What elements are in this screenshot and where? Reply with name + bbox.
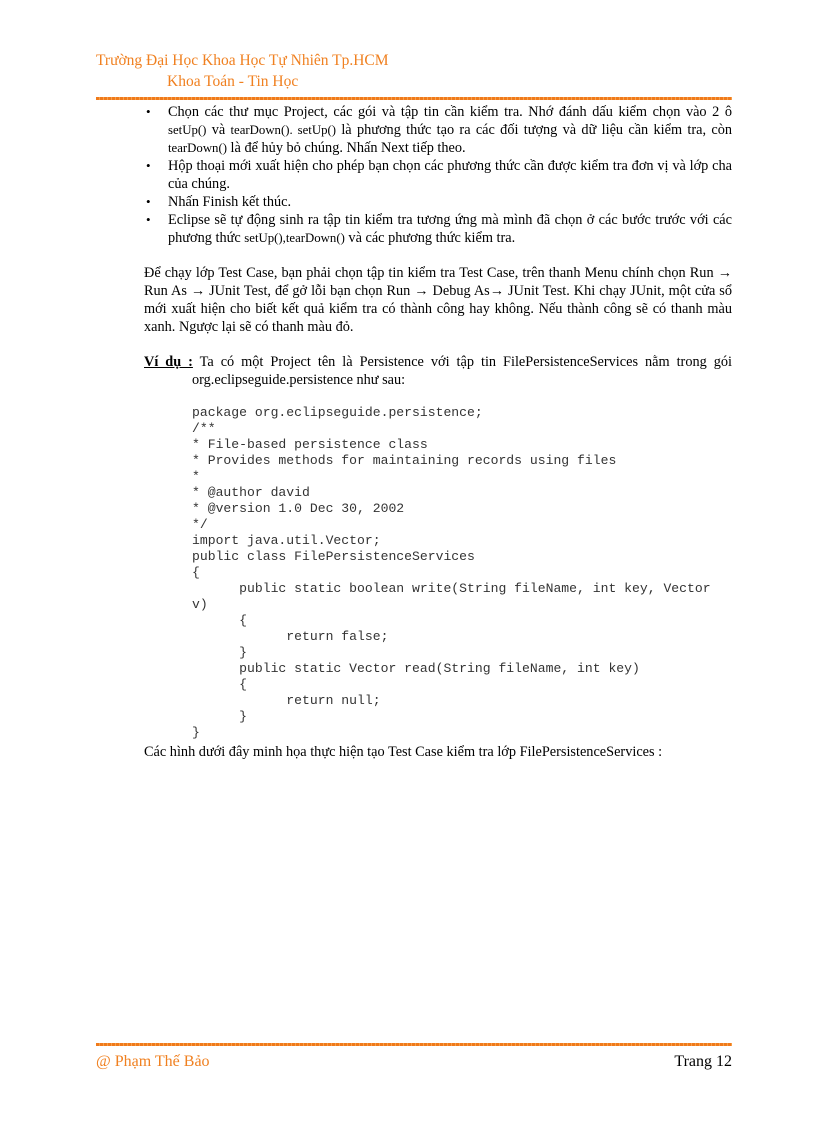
example-text: Ta có một Project tên là Persistence với tập tin FilePersistenceServices nằm trong gói org.eclipseguide.persistence như sau: — [192, 354, 733, 388]
header-faculty: Khoa Toán - Tin Học — [167, 73, 299, 90]
example-intro — [144, 353, 732, 389]
list-item: • Nhấn Finish kết thúc. — [144, 193, 732, 211]
list-item: • Eclipse sẽ tự động sinh ra tập tin kiểm tra tương ứng mà mình đã chọn ở các bước trước với các phương thức setUp(),tearDown() và các phương thức kiểm tra. — [144, 211, 732, 247]
step-list — [144, 103, 732, 247]
example-label: Ví dụ : — [144, 354, 193, 370]
list-item: • Chọn các thư mục Project, các gói và tập tin cần kiểm tra. Nhớ đánh dấu kiểm chọn vào 2 ô setUp() và tearDown(). setUp() là phương thức tạo ra các đối tượng và dữ liệu cần kiểm tra, còn tearDown() là để hủy bỏ chúng. Nhấn Next tiếp theo. — [144, 103, 732, 157]
list-item: • Hộp thoại mới xuất hiện cho phép bạn chọn các phương thức cần được kiểm tra đơn vị và lớp cha của chúng. — [144, 157, 732, 193]
footer-author: @ Phạm Thế Bảo — [96, 1053, 210, 1070]
header-university: Trường Đại Học Khoa Học Tự Nhiên Tp.HCM — [96, 52, 389, 69]
page-content — [144, 103, 732, 761]
page-number: Trang 12 — [674, 1053, 732, 1070]
code-listing: package org.eclipseguide.persistence; /** * File-based persistence class * Provides methods for maintaining records using files * * @author david * @version 1.0 Dec 30, 2002 */ import java.util.Vector; public class FilePersistenceServices { public static boolean write(String fileName, int key, Vector v) { return false; } public static Vector read(String fileName, int key) { return null; } } — [192, 405, 711, 740]
figure-intro: Các hình dưới đây minh họa thực hiện tạo Test Case kiểm tra lớp FilePersistenceServices : — [144, 744, 663, 760]
run-instructions-paragraph: Để chạy lớp Test Case, bạn phải chọn tập tin kiểm tra Test Case, trên thanh Menu chính chọn Run → Run As → JUnit Test, để gở lỗi bạn chọn Run → Debug As→ JUnit Test. Khi chạy JUnit, một cửa sổ mới xuất hiện cho biết kết quả kiểm tra có thành công hay không. Nếu thành công sẽ có thanh màu xanh. Ngược lại sẽ có thanh màu đỏ. — [144, 265, 732, 335]
page-header — [96, 50, 389, 92]
footer-divider — [96, 1043, 732, 1046]
header-divider — [96, 97, 732, 100]
